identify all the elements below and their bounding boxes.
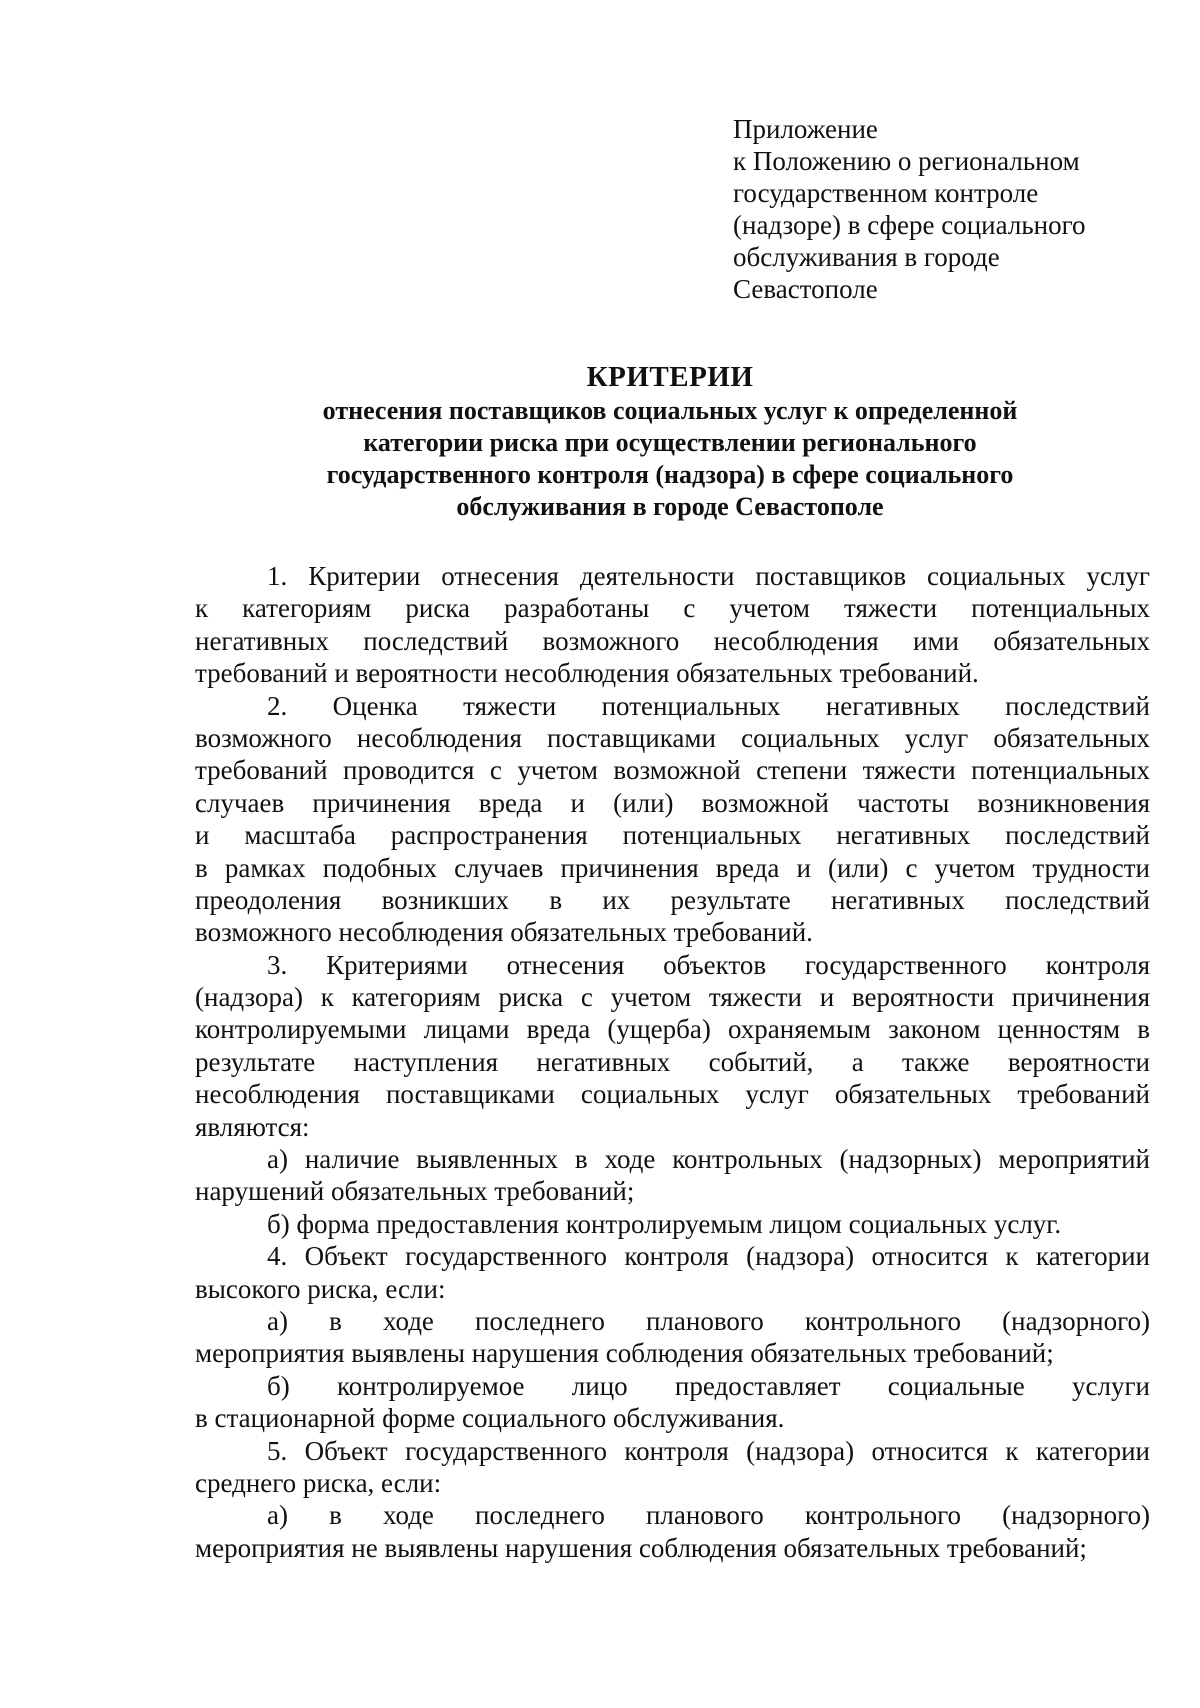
- subtitle-line: отнесения поставщиков социальных услуг к определенной: [322, 396, 1018, 425]
- appendix-note: [733, 113, 1133, 305]
- body-line: преодоления возникших в их результате негативных последствий: [195, 884, 1150, 915]
- body-line: высокого риска, если:: [195, 1273, 446, 1304]
- document-body: [195, 560, 1150, 1564]
- body-line: б) форма предоставления контролируемым лицом социальных услуг.: [267, 1208, 1062, 1239]
- body-line: возможного несоблюдения поставщиками социальных услуг обязательных: [195, 722, 1150, 753]
- body-line: являются:: [195, 1111, 310, 1142]
- body-line: 2. Оценка тяжести потенциальных негативных последствий: [267, 690, 1150, 721]
- appendix-line: (надзоре) в сфере социального: [733, 210, 1086, 240]
- body-line: нарушений обязательных требований;: [195, 1176, 635, 1207]
- body-line: несоблюдения поставщиками социальных услуг обязательных требований: [195, 1079, 1150, 1110]
- body-line: среднего риска, если:: [195, 1467, 442, 1498]
- subtitle-line: категории риска при осуществлении регионального: [363, 428, 977, 457]
- body-line: 1. Критерии отнесения деятельности поставщиков социальных услуг: [267, 561, 1150, 591]
- appendix-line: Приложение: [733, 114, 878, 144]
- subtitle-line: обслуживания в городе Севастополе: [456, 492, 884, 521]
- document-title-block: [190, 359, 1150, 523]
- body-line: в стационарной форме социального обслуживания.: [195, 1403, 785, 1434]
- body-line: негативных последствий возможного несоблюдения ими обязательных: [195, 625, 1150, 656]
- body-line: б) контролируемое лицо предоставляет социальные услуги: [267, 1370, 1150, 1401]
- body-line: возможного несоблюдения обязательных требований.: [195, 917, 813, 948]
- body-line: а) в ходе последнего планового контрольного (надзорного): [267, 1305, 1150, 1336]
- appendix-line: государственном контроле: [733, 178, 1039, 208]
- body-line: результате наступления негативных событий, а также вероятности: [195, 1046, 1150, 1077]
- body-line: мероприятия выявлены нарушения соблюдения обязательных требований;: [195, 1338, 1054, 1369]
- appendix-line: обслуживания в городе: [733, 242, 1000, 272]
- body-line: требований и вероятности несоблюдения обязательных требований.: [195, 658, 979, 689]
- body-line: а) наличие выявленных в ходе контрольных (надзорных) мероприятий: [267, 1144, 1150, 1175]
- body-line: и масштаба распространения потенциальных негативных последствий: [195, 820, 1150, 851]
- body-line: 3. Критериями отнесения объектов государственного контроля: [267, 949, 1150, 980]
- body-line: случаев причинения вреда и (или) возможной частоты возникновения: [195, 787, 1150, 818]
- body-line: к категориям риска разработаны с учетом тяжести потенциальных: [195, 593, 1150, 624]
- appendix-line: Севастополе: [733, 274, 878, 304]
- body-line: 5. Объект государственного контроля (надзора) относится к категории: [267, 1435, 1150, 1466]
- subtitle-line: государственного контроля (надзора) в сфере социального: [326, 460, 1014, 489]
- appendix-line: к Положению о региональном: [733, 146, 1080, 176]
- document-title: КРИТЕРИИ: [586, 361, 754, 393]
- document-subtitle: [190, 395, 1150, 523]
- body-line: (надзора) к категориям риска с учетом тяжести и вероятности причинения: [195, 982, 1150, 1013]
- body-line: контролируемыми лицами вреда (ущерба) охраняемым законом ценностям в: [195, 1014, 1150, 1045]
- body-line: 4. Объект государственного контроля (надзора) относится к категории: [267, 1241, 1150, 1272]
- body-line: требований проводится с учетом возможной степени тяжести потенциальных: [195, 755, 1150, 786]
- body-line: мероприятия не выявлены нарушения соблюдения обязательных требований;: [195, 1532, 1087, 1563]
- body-line: а) в ходе последнего планового контрольного (надзорного): [267, 1500, 1150, 1531]
- body-line: в рамках подобных случаев причинения вреда и (или) с учетом трудности: [195, 852, 1150, 883]
